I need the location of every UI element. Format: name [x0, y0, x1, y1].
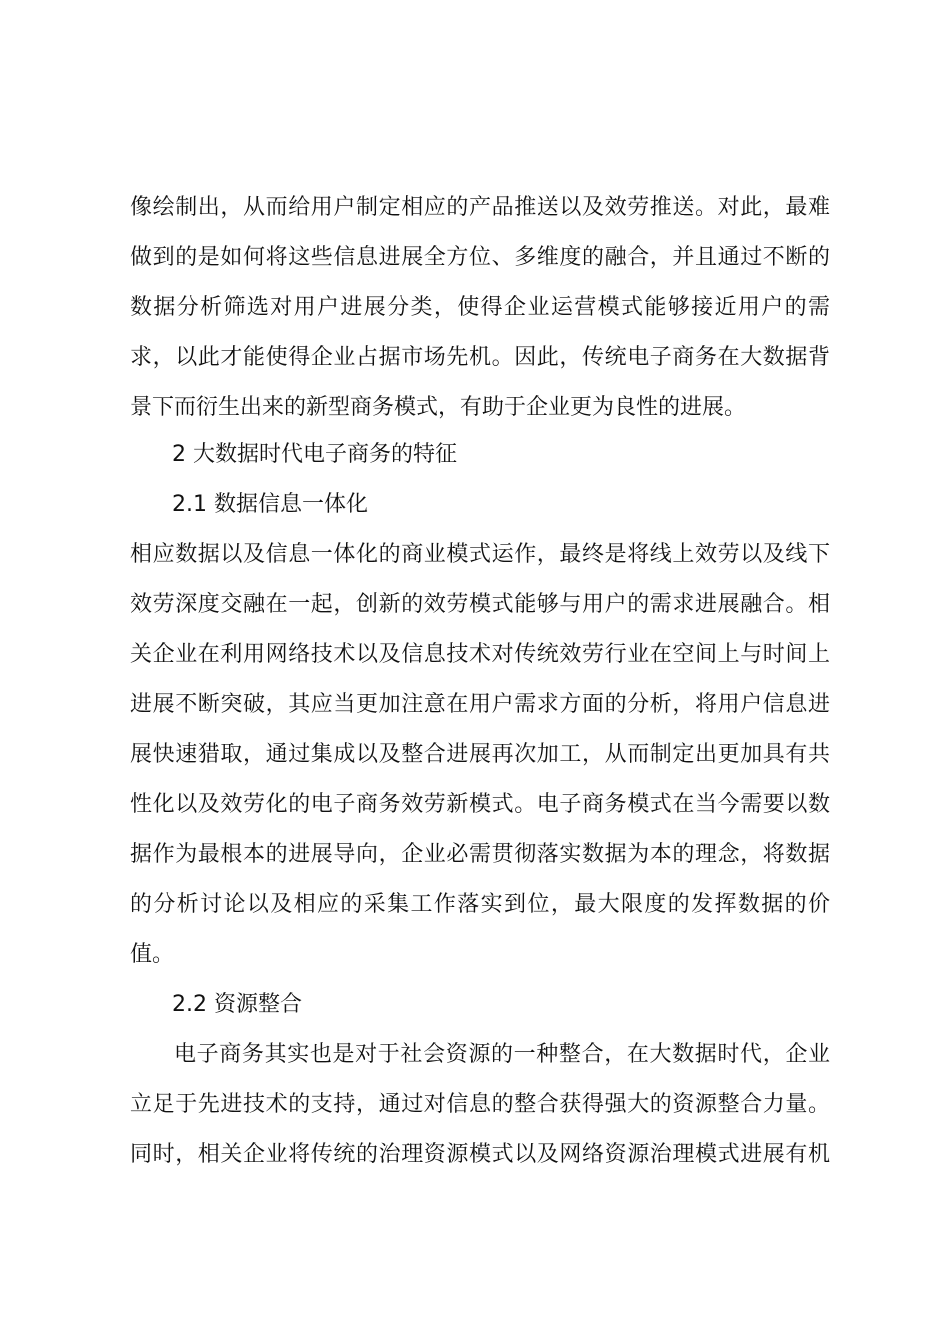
paragraph-3-line-3: 同时，相关企业将传统的治理资源模式以及网络资源治理模式进展有机 — [130, 1142, 830, 1167]
section-heading-2-1: 2.1 数据信息一体化 — [172, 492, 368, 517]
paragraph-2-line-9: 值。 — [130, 942, 175, 967]
paragraph-2-line-5: 展快速猎取，通过集成以及整合进展再次加工，从而制定出更加具有共 — [130, 742, 830, 767]
paragraph-1-line-3: 数据分析筛选对用户进展分类，使得企业运营模式能够接近用户的需 — [130, 295, 830, 320]
paragraph-1-line-5: 景下而衍生出来的新型商务模式，有助于企业更为良性的进展。 — [130, 395, 747, 420]
paragraph-3-line-2: 立足于先进技术的支持，通过对信息的整合获得强大的资源整合力量。 — [130, 1092, 830, 1117]
paragraph-2-line-8: 的分析讨论以及相应的采集工作落实到位，最大限度的发挥数据的价 — [130, 892, 830, 917]
paragraph-2-line-4: 进展不断突破，其应当更加注意在用户需求方面的分析，将用户信息进 — [130, 692, 830, 717]
paragraph-1-line-2: 做到的是如何将这些信息进展全方位、多维度的融合，并且通过不断的 — [130, 245, 830, 270]
paragraph-2-line-1: 相应数据以及信息一体化的商业模式运作，最终是将线上效劳以及线下 — [130, 542, 830, 567]
paragraph-3-line-1: 电子商务其实也是对于社会资源的一种整合，在大数据时代，企业 — [174, 1042, 830, 1067]
paragraph-1-line-1: 像绘制出，从而给用户制定相应的产品推送以及效劳推送。对此，最难 — [130, 195, 830, 220]
paragraph-2-line-6: 性化以及效劳化的电子商务效劳新模式。电子商务模式在当今需要以数 — [130, 792, 830, 817]
paragraph-1-line-4: 求，以此才能使得企业占据市场先机。因此，传统电子商务在大数据背 — [130, 345, 830, 370]
paragraph-2-line-7: 据作为最根本的进展导向，企业必需贯彻落实数据为本的理念，将数据 — [130, 842, 830, 867]
section-heading-2: 2 大数据时代电子商务的特征 — [172, 442, 457, 467]
paragraph-2-line-2: 效劳深度交融在一起，创新的效劳模式能够与用户的需求进展融合。相 — [130, 592, 830, 617]
paragraph-2-line-3: 关企业在利用网络技术以及信息技术对传统效劳行业在空间上与时间上 — [130, 642, 830, 667]
section-heading-2-2: 2.2 资源整合 — [172, 992, 302, 1017]
